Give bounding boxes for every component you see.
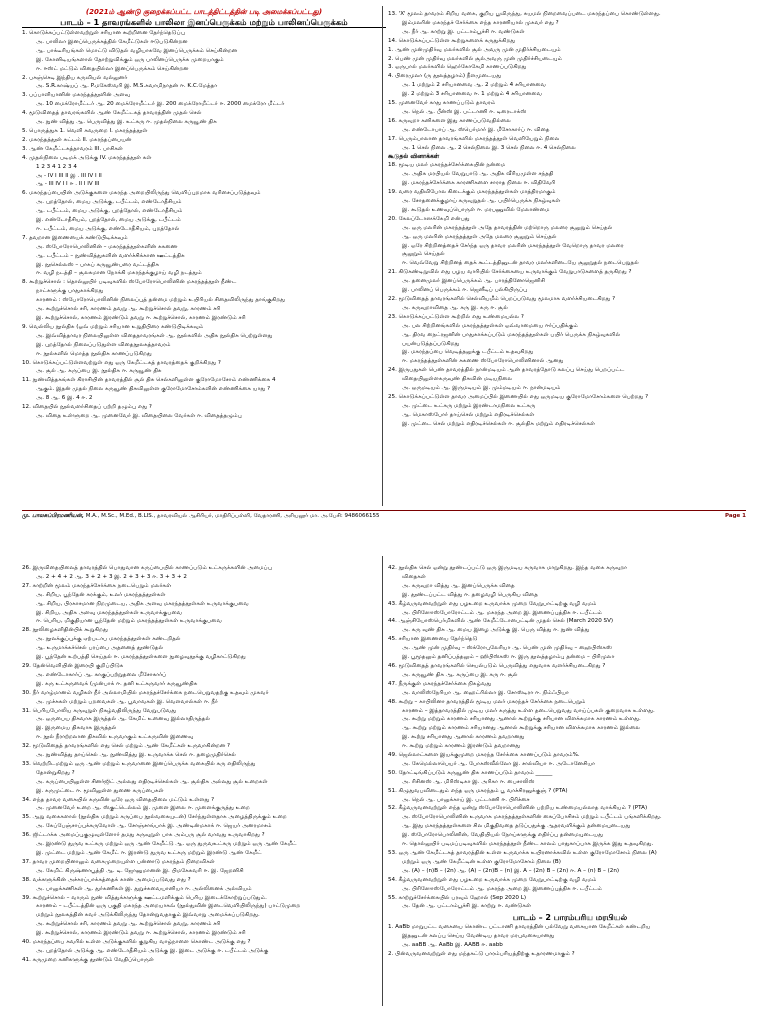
option-line: இ. கூற்றுச்சொல், காரணம் இரண்டும் தவறு ஈ. கூற்றுச்சொல், காரணம் இரண்டும் சரி — [36, 930, 246, 937]
option-line: அ. நுண்வித்து தாய்செல் ஆ. நுண்வித்து இ. உருவாக்க செல் ஈ. தழைமுதிர்செல் — [36, 752, 236, 759]
question-line: 31. பெரியபோலிய கருவுறுள் நிகழ்வதிலிருந்து வேறுபடுவது — [22, 707, 177, 714]
option-line: அ. இவ்வித்தாவர நிலையிலுள்ள விதைதாவரங்கள் ஆ. நூல்களில் அதிக நூல்திசு பெற்றுள்ளது — [36, 332, 273, 339]
question-line: 30. நீர் வாழ்மானம் வழிகள் நீர் அல்லாமியில் மகரந்தச்சேர்க்கை நடைபெறுவதற்கு உதவும் முகவர் — [22, 689, 269, 696]
option-line: அ. நூலக்குப்புக்கு ஏற்படாப மகரந்தத்தூள்கள் கண்டறிதல் — [36, 636, 181, 643]
option-line: தோன்றுகிறது ? — [36, 769, 75, 776]
option-line: இ. ஒரே சிற்றினத்தைச் சேர்ந்த ஒரு தாவர மலரின் மகரந்தத்தூள் வேறொரு தாவர மலரை — [402, 242, 624, 249]
option-line: ஈ. பெரிய, மிகுதியான பூந்தேன் மற்றும் மகரந்தத்தூள்கள் உருவாக்குபவை — [36, 618, 222, 625]
option-line: அ. ரிசினஸ் ஆ. மிரிஸ்டிகா இ. அரிகா ஈ. பைசாலிஸ் — [402, 778, 535, 785]
option-line: இ. பூமூதலும் தனிப்பத்தலும் – ஹிபிஸ்கஸ் ஈ. இரு தூலத்தழாம்பு தன்மை – பிரிமுலா — [402, 654, 615, 661]
option-line: இ. 2 மற்றும் 3 சரியானவை ஈ. 1 மற்றும் 4 சரியானவை — [402, 91, 542, 98]
option-line: ஈ. நூல் நீராற்றலான திசுவில் உருவாகும் உட்கருவின் இணைவு — [36, 734, 194, 741]
option-line: அ. சூல் ஆ. கருப்பை இ. நூல்திசு ஈ. கருவூண் திசு — [36, 368, 162, 375]
option-line: அ. தேன் ஆ. பட்டாம்பூச்சி இ. காற்று ஈ. வண்டுகள் — [402, 903, 532, 910]
option-line: ஈ. ஈஸ்ட் மட்டும் விதையில்லா இனப்பெருக்கம் செய்கின்றன — [36, 65, 189, 72]
question-line: 16. கருவுறா கனிகளை இது காணப்படுவதில்லை — [388, 117, 511, 124]
question-line: 24. இருபதுகள் பெண் தாவரத்தில் நான்மடியம் ஆன் தாவரத்தோடு கலப்பு செய்து பெறப்பட்ட — [388, 367, 625, 374]
document-page-1 — [14, 6, 754, 524]
option-line: இ. நூசெல்லஸ் – பாகப் கருவூண்பரை வட்டத்திசு — [36, 261, 160, 268]
option-line: ஆ. சிறிய, பிரகாசமான நிறமுடைய, அதிக அளவு மகரந்தத்தூள்கள் உருவாக்குபவை — [36, 600, 249, 607]
option-line: அ. எண்டோபாப் ஆ. ஸ்பெர்மார் இ. மீசோகார்ப் ஈ. விதை — [402, 126, 550, 133]
option-line: இம்மலரின் மகரந்தச் சேர்க்கை எந்த காரணியால் முகவர் எது ? — [402, 19, 559, 26]
option-line: ஆ. டபீட்டம், மைய அடுக்கு, புறத்தோல், எண்டோதீசியம் — [36, 208, 183, 215]
question-line: 1. கொடுக்கப்பட்டுள்ளவற்றுள் சரியான கூற்றினை தேர்ந்தெடுப்பு — [22, 30, 185, 36]
question-line: 2. பசுஞ்செடி இந்திய கருவியல் வல்லுனர் — [22, 74, 128, 81]
option-line: இ. முட்டை மற்றும் ஆண் கேமீட் ஈ. இரண்டு துருவ உட்கரு மற்றும் இரண்டு ஆண் கேமீட் — [36, 850, 262, 856]
option-line: அ. ஸ்போரோபொலினின் – மகரந்தத்தூள்களின் சுகணை — [36, 243, 178, 250]
option-line: அ. பிரிஸோஸ்போரோட்டம் ஆ. மகரந்த அறை இ. இணைப்புத்திசு ஈ. டபீட்டம் — [402, 609, 602, 616]
option-line: அ. தனைமுலர் இனப்பெருக்கம் ஆ. பாரத்தினோஜெனிசி — [402, 278, 546, 285]
question-line: 4. முதல்நிலை படிமக் அடுக்கு IV. மகரந்தத்தூள் கள் — [22, 154, 152, 161]
option-line: ஆ. உருமாக்கச்செல் பரப்பை அதனைத் தூண்டுதல் — [36, 645, 164, 652]
question-line: 4. மூடுவிதைத் தாவரங்களில் ஆண் கேமீட்டகத் தாவரத்தின் முதல் செல் — [22, 110, 202, 117]
option-line: அ. கேமெல்லாபெயர் ஆ. போகஸ்வீல்லோ இ. சால்வியா ஈ. அடோனேசியா — [402, 760, 596, 767]
option-line: அ. 1 மற்றும் 2 சரியானவை ஆ. 2 மற்றும் 4 சரியானவை — [402, 82, 546, 89]
option-line: அ. கூற்றுச்சொல் சரி, காரணம் தவறு ஆ. கூற்றுச்சொல் தவறு, காரணம் சரி — [36, 306, 221, 313]
option-line: அ. (A) – (n)B – (2n) ஆ. (A) – (2n)B – (n) இ. A – (2n) B – (2n) ஈ. A – (n) B – (2n) — [402, 867, 620, 874]
option-line: ஈ. வெவ்வேறு சிற்றினத் தைக் கூட்டத்தினுடன் தாவர மலர்களிடையே சூலுறுதல் நடைபெறுதல் — [402, 260, 639, 267]
option-line: ஆ. டபீட்டம் – நுண்வித்துகளின் வளர்ச்சிக்கான ஊட்டத்திசு — [36, 252, 185, 259]
option-line: அ. நெல் ஆ. பாலுக்காய் இ. பட்டாணி ஈ. பிரிச்சை — [402, 796, 530, 803]
column-divider — [382, 556, 383, 1006]
option-line: மற்றும் நூலகத்தின் சுவர் அடுக்கிலிருந்து தோன்றுவதாகும் இவ்வாறு அமைக்கப்படுகிறது. — [36, 912, 260, 919]
syllabus-banner: (2021ம் ஆண்டு குறைக்கப்பட்ட பாடத்திட்டத்தின் படி அமைக்கப்பட்டது) — [85, 8, 323, 16]
option-line: இ. முட்டை செல் மற்றும் எதிரடிச்செல்கள் ஈ. சூல்திசு மற்றும் எதிரடிச்செல்கள் — [402, 420, 596, 427]
option-line: ஈ. வழி நடத்தி – சூலகமான நோக்கி மகரந்தக்குழாய் வழி நடத்தும் — [36, 270, 202, 277]
option-line: இ. கூடுதல் உணவுப்பொருள் ஈ. மரபணுவில் மேலாண்மை — [402, 206, 550, 213]
page1-left-lines — [22, 29, 386, 421]
page1-left-column — [22, 8, 386, 421]
option-line: ஆ. மெகாஸ்போர் தாய்செல் மற்றும் எதிரடிச்செல்கள் — [402, 411, 535, 418]
option-line: இ. கரு உட்கருவைக் (முன்பாக் ஈ. தனி உட்கருவார் கருவூண்திசு — [36, 680, 198, 687]
column-divider — [382, 6, 383, 506]
document-page-2 — [14, 556, 754, 1024]
question-line: 36. ஜிட்டாக்க அமைப்புகுழுவுள்ளோர் தமது கருவுறுள் பாக அம்பரு சூல் வாவது உருவாகிறது ? — [22, 832, 265, 839]
question-line: 28. நூலிழைகளிதின்பிக் கூறுகிறது — [22, 627, 108, 634]
option-line: அ. ஒரு மலரின் மகரந்தத்தூள் அதே தாவரத்தின் மற்றொரு மலரை சூலுறும் செய்தல் — [402, 224, 613, 231]
question-line: 9. வெல்லிய நூல்திசு (ஓவ் மற்றும் சரியான உறுதிபிரை கண்டுபிடிக்கவும் — [22, 323, 204, 330]
question-line: 22. மூடுவிதைத் தாவரங்களில் செல்வியமீம் பெறப்படுவது மூலமாக வளர்ச்சியடைகிறது ? — [388, 296, 616, 302]
page2-left-column — [22, 564, 386, 965]
page-footer — [22, 510, 746, 522]
question-line: 40. மகரந்தப்பை சுவரில் உள்ள அடுக்குகளில் குறுகிய வாழ்நாளை கொண்ட அடுக்கு எது ? — [22, 939, 251, 946]
option-line: அ. பல சிற்றினங்களில் மகரந்தத்தூள்கள் ஒவ்வாமையை ஈர்ப்பதிக்கும் — [402, 322, 578, 329]
question-line: 15. முனைவேர் காது காணப்படும் தாவரம் — [388, 100, 496, 107]
option-line: அ. 2 + 4 + 2 ஆ. 3 + 2 + 3 இ. 2 + 3 + 3 ஈ. 3 + 3 + 2 — [36, 573, 187, 580]
question-line: 2. பின்வருவனவற்றுள் எது மந்தகட்டு பாரம்பரியத்திற்கு உதாரணமாகும் ? — [388, 951, 575, 958]
question-line: 21. கிடுகண்டிறுவில் எது பழய வாரியில் சேர்க்கையை உருவாக்கும் வேறுபாடுகளைத் தருகிறது ? — [388, 269, 632, 276]
option-line: அ. கருவுறா வித்து ஆ. இனப்பெருக்க விதை — [402, 582, 515, 589]
option-line: அ. பாலிலா இனப்பெருக்கத்தில் கேமீட்டுகள் ஈடுபடுகின்றன — [36, 38, 188, 45]
option-line: அ. அதிக மரபியல் வேறுபாடு ஆ. அதிக வீரியமுள்ள சந்ததி — [402, 171, 554, 178]
option-line: இ. எண்டோதீசியம், புறத்தோல், மைய அடுக்கு, டபீட்டம் — [36, 217, 181, 224]
option-line: அ. கருவுறாவிதை ஆ. கரு இ. கரு ஈ. சூல் — [402, 304, 508, 311]
question-line: 35. ஆறு வகைகளால் (நூல்திசு மற்றும் கருப்பை நூல்வகையுடன்) சேர்ந்துள்ளதாக அழைத்திருக்கும் உறை — [22, 814, 287, 821]
option-line: ஈ. டபீட்டம், மைய அடுக்கு, எண்டோதீசியம், புறத்தோல் — [36, 225, 180, 232]
option-line: அ. பிரிஸோஸ்போரோட்டம் ஆ. மகரந்த அறை இ. இணைப்புத்திசு ஈ. டபீட்டம் — [402, 885, 602, 892]
question-line: 3. ஆண் கேமீட்டகத்தாவரம் III. பாசிகள் — [22, 145, 123, 152]
question-line: 5. பொருத்துக 1. வெளி சுவருறை I. மகரந்தத்தூள் — [22, 127, 148, 134]
question-line: 54. கீழ்வருவனவற்றுள் எது பழஉறை உருவாக்க முறை வேறுபாட்டிற்கு வழி வமம் — [388, 876, 597, 883]
question-line: 11. நுண்வித்தகங்கள் கிராசியின் தாவரத்தில் சூல் திசு செல்களிலுள்ள குரோமோசோம் எண்ணிக்கை 4 — [22, 377, 276, 384]
option-line: அ. புறத்தோல் அடுக்கு ஆ. எண்டோதீசியம் அடுக்கு இ. இடை அடுக்கு ஈ. டபீட்டம் அடுக்கு — [36, 947, 269, 954]
question-line: 19. வரை வதிவிபோல கிடைக்கும் மகரந்தத்தூள்கள் மாத்திரமாகும் — [388, 189, 556, 196]
chapter-2-lines — [388, 923, 752, 959]
question-line: 32. மூடுவிதைத் தாவரங்களில் எது செல் மற்றும் ஆண் கேமீட்கள் உருவாகின்றன ? — [22, 743, 231, 750]
question-line: 12. விதையில் நூல்வளர்சிதைப் பற்றி தழும்பு எது ? — [22, 404, 152, 411]
option-line: அ - IV I III II இ . III IV I II — [36, 172, 102, 179]
question-line: 13. 'X' மூலம் தாவரம் சிறிய வகை, குறிய பூவிருந்து, சுயமல் நிறைவைப்படை மகரந்தப்பை கொண்டுள்ளது. — [388, 11, 661, 17]
option-line: ஆ. திரவ நைட்ரஜனின் பாதுகாக்கப்படும் மகரந்தத்தூள்கள் பயிர் பெருக்க நிகழ்வுகளில் — [402, 331, 621, 338]
question-line: 33. வெற்றிடமற்றும் ஒரு ஆண் மற்றும் உருவானை இனப்பெருக்க வகையில் கரு எதிலிருந்து — [22, 760, 256, 767]
option-line: அ. 8 ஆ. 6 இ. 4 ஈ. 2 — [36, 395, 93, 402]
option-line: அ. வாலிஸ்நேரியா ஆ. ஹைட்ரில்லா இ. சோஸ்டிரா ஈ. நிம்ஃபியா — [402, 689, 569, 696]
question-line: 48. கூற்று – காபிலினா தாவரத்தில் மூடிய மலர் மகரந்தச் சேர்க்கை நடைபெறும் — [388, 698, 586, 705]
option-line: அ. கருப்பையிலுள்ள சினர்ஜிட் அல்லது எதிரடிச்செல்கள் ஆ. சூல்திசு அல்லது சூல் உறைகள் — [36, 778, 268, 785]
option-line: இ. பூந்தேன் உற்பத்தி செய்தல் ஈ. மகரந்தத்தூள்களை நுழைவுதூக்கு வழிகாட்டுகிறது — [36, 654, 246, 661]
option-line: அ. கேப்பேஞ்சாப்புக்கருவோள் ஆ. சோஞ்சாங்பாக் இ. அண்டின்மகாக் ஈ. ஜெயர் அனரமாசம் — [36, 823, 272, 830]
option-line: இ. ஸ்போரோபொலினின், வேதியியல் நோய்களுக்கு எதிர்ப்பு தன்மையுடையது — [402, 832, 603, 839]
question-line: 49. ஜெல்லாட்களை இயக்குமுறை மகரந்த சேர்க்கை காணப்படும் தாவரம்%. — [388, 752, 580, 759]
question-line: 1. ஆண் முன்முதிர்வு மலர்களில் சூல் அவரு முன் முதிர்ச்சியடையும் — [388, 46, 561, 53]
option-line: அ. புறத்தோல், மைய அடுக்கு, டபீட்டம், எண்டோதீசியம் — [36, 199, 182, 206]
option-line: பயன்படுத்தப்படுகிறது — [402, 340, 460, 347]
option-line: அ. நுண் வித்து ஆ. பெருவித்து இ. உட்கரு ஈ. முதல்நிலை கருவூண் திசு — [36, 119, 217, 126]
option-line: அ. aaBB ஆ. AaBb இ. AABB ஈ. aabb — [402, 942, 503, 949]
question-line: 14. கொடுக்கப்பட்டுள்ள கூற்றுகளைக் கருதுக்கிறது — [388, 37, 516, 44]
option-line: அ. கூற்றுச்சொல் சரி, காரணம் தவறு ஆ. கூற்றுச்சொல் தவறு, காரணம் சரி — [36, 921, 221, 928]
option-line: இ. கூற்று சரியானது ஆனால் காரணம் தவறானது — [402, 734, 525, 741]
question-line: 20. கேலப்டோஸக்கேமி என்பது — [388, 215, 470, 222]
question-line: 3. ஒருபால் மலர்களில் ஹெர்கோகேமி காணப்படுகிறது — [388, 64, 527, 71]
option-line: அ. கருவூண் திசு ஆ. கருப்பை இ. கரு ஈ. சூல் — [402, 671, 518, 678]
option-line: 1 2 3 4 1 2 3 4 — [36, 163, 77, 170]
question-line: 47. நீருக்குள் மகரந்தச்சேர்க்கை நிகழ்வது — [388, 680, 492, 687]
page-number: Page 1 — [724, 513, 746, 519]
option-line: இ. மகரந்தச்சேர்க்கை காரணிகளை சாராத நிலை ஈ. விதிவேரி — [402, 180, 556, 187]
question-line: 53. ஒரு ஆண் கேமீட்டகத் தாவரத்தின் உள்ள உருவாக்க உயிரனாக்கவில் உள்ள குரோமோசோம் நிலை (A) — [388, 850, 657, 856]
option-line: ஆகும். இதன் முதல் நிலை கருவூண் திசுவிலுள்ள குரோமோசோம்களின் எண்ணிக்கை யாது ? — [36, 386, 271, 393]
question-line: 39. கூற்றுச்சொல் – வாரும் நுண் வித்துக்களுக்கு ஊட்டமளிக்கும் பெரிய இடைக்கோற்றுப்படுதும். — [22, 894, 267, 901]
option-line: அ. ஸ்போரோபொலினின் உருவாக மகரந்தத்தூள்களின் கைப்போசிசம் மற்றும் டபீட்டம் பங்களிக்கிறது. — [402, 814, 662, 821]
option-line: ஆ. இது மகரந்தத்தூள்களை சில மிகுதிவதை தடுப்பதுக்கு ஆதரவளிக்கும் தன்மையுடையது — [402, 823, 631, 830]
question-line: 38. வக்களுக்கின் அச்சுரப்பாக்கத்தைக் காண் அமைப்படுவது எது ? — [22, 876, 191, 883]
option-line: அ. கூற்று மற்றும் காரணம் சரியானது ஆனால் கூற்றுக்கு சரியான விளக்கமாக காரணம் உள்ளது. — [402, 716, 641, 723]
option-line: அ. இரண்டு துருவ உட்கரு மற்றும் ஒரு ஆண் கேமீட்டு ஆ. ஒரு துருவஉட்கரு மற்றும் ஒரு ஆண் கேமீட் — [36, 841, 297, 848]
option-line: அ. 10 மைக்ரோமீட்டர் ஆ. 20 மைக்ரோமீட்டர் இ. 200 மைக்ரோமீட்டர் ஈ. 2000 மைக்ரோ மீட்டர் — [36, 101, 285, 108]
option-line: அ. கேமிட் கிருஷ்ணாபூத்தி ஆ. டி. ஜோனுமானன் இ. பிமகேசுவரி ஈ. இ. ஜேறனிசி — [36, 867, 244, 874]
question-line: 34. எந்த தாவர வகையில் கருவின் ஒரே ஒரு விதையிலை மட்டும் உள்ளது ? — [22, 796, 215, 803]
question-line: 25. கொடுக்கப்பட்டுள்ள தாவர அமைப்பில் இணையில் எது ஒருமடிய குரோமோசோம்களை பெற்றது ? — [388, 393, 649, 400]
option-line: அ. முனைவேர் உறை ஆ. ஸ்குட்டெல்லம் இ. முளை இலை ஈ. முளைக்குருத்து உறை — [36, 805, 250, 812]
question-line: 3. பப்பாளியானின் மகரந்தத்தூளின் அளவு — [22, 92, 131, 99]
chapter-1-title: பாடம் – 1 தாவரங்களில் பாலிலா இனப்பெருக்கம் மற்றும் பாலினப்பெருக்கம் — [22, 17, 386, 28]
question-line: 7. தவறான இணையைக் கண்டுபிடிக்கவும் — [22, 234, 128, 241]
question-line: 45. சரியான இணையை தேர்ந்தெடு — [388, 636, 478, 643]
question-line: 2. மகரந்தத்தூள் சுட்டம் II. மகரந்தப்பையன் — [22, 136, 132, 143]
question-line: 42. நூல்திசு செல் ஒன்று தூண்டப்பட்டு ஒரு இருமடிய கருவாக மாறுகிறது. இந்த வகை கருவுறா — [388, 565, 628, 571]
section-heading: கூடுதல் வினாக்கள் — [388, 152, 440, 160]
option-line: அ. முட்டை உட்கரு மற்றும் இரண்டாமநிலை உட்கரு — [402, 402, 536, 409]
option-line: அ. கரு வுண் திசு ஆ. மைய இழை அடுக்கு இ. பெரு வித்து ஈ. நுண் வித்து — [402, 627, 590, 634]
question-line: 44. ஆஞ்சியோஸ்பெர்மிகளில் ஆண் கேமீட்டோபைட்டின் முதல் செல் (March 2020 SV) — [388, 618, 614, 625]
option-line: அ. ஆண் முன் முதிர்வு – ஸ்க்ரோபுலேரியா ஆ. பெண் முன் முதிர்வு – ஹைபிஸ்கஸ் — [402, 645, 612, 652]
option-line: இ. மகரந்தப்பை வெடித்தலுக்கு டபீட்டம் உதவுகிறது — [402, 349, 534, 356]
option-line: அ. விதை உள்ளுறை ஆ. முனைவேர் இ. விதையிலை வேர்கள் ஈ. விதைத்தழும்பு — [36, 412, 242, 419]
option-line: அ. 1 செல் நிலை ஆ. 2 செல்நிலை இ. 3 செல் நிலை ஈ. 4 செல்நிலை — [402, 144, 576, 151]
page1-right-column — [388, 10, 752, 429]
question-line: 17. பெரும்பாலான தாவரங்களில் மகரந்தத்தூள் வெளியேறும் நிலை — [388, 135, 560, 142]
option-line: இ. புறத்தோல் நிலைப்படுதுள்ள விதைநூலகத்தாவரம் — [36, 341, 171, 348]
option-line: ஈ. கூற்று மற்றும் காரணம் இரண்டும் தவறானது — [402, 743, 521, 750]
option-line: அ. சிறிய, பூந்தேன் சுரக்கும், உலர் மகரந்தத்தூள்கள் — [36, 591, 166, 598]
question-line: 29. தேன்வெளியின் இரையி குறிப்பிடுக — [22, 662, 124, 669]
question-line: 52. கீழ்வருவனவற்றுள் எந்த ஒன்று ஸ்போரோபொலினின் பற்றிய உண்மையல்லாத வாக்கியம் ? (PTA) — [388, 805, 648, 812]
question-line: 18. மூடிய மலர் மகரந்தச்சேர்க்கையின் நன்மை — [388, 162, 506, 169]
option-line: அ. சோதனைக்குழாய் கருவுறுதல் ஆ. பயிர்பெருக்க நிகழ்வுகள் — [402, 198, 561, 205]
question-line: 46. மூடுவிதைத் தாவரங்களில் செயல்படும் பெருவித்து எதுவாக வளர்ச்சியடைகிறது ? — [388, 662, 606, 669]
option-line: அ. எண்டோகார்ப் ஆ. காகுப்பற்றுதலை மீசோகார்ப் — [36, 671, 167, 678]
page2-right-column — [388, 564, 752, 959]
option-line: இ. பாலினப் பெருக்கம் ஈ. ஜெனீடிப் பல்கியிருப்பு — [402, 287, 528, 294]
option-line: அ. S.R.காஷ்யப் ஆ. P.மகேஸ்வரி இ. M.S.சுவாமிநாதன் ஈ. K.C.மேத்தா — [36, 83, 218, 90]
option-line: ஆ. கூற்று மற்றும் காரணம் சரியானது ஆனால் கூற்றுக்கு சரியான விளக்கமாக காரணம் இல்லை — [402, 725, 640, 732]
option-line: அ. முச்சுகள் மற்றும் பறவைகள் ஆ. பூவாவகள் இ. வௌவால்கள் ஈ. நீர் — [36, 698, 218, 705]
option-line: காரணம் : ஸ்போரோபொலினின் நிலைப்புத் தன்மை மற்றும் உயிரியல் சிதைவிலிருந்து தாங்குகிறது — [36, 297, 286, 304]
option-line: மற்றும் ஒரு ஆண் கேமீட்டின் உள்ள குரோமோசோம் நிலை (B) — [402, 858, 561, 865]
option-line: அ. நீர் ஆ. காற்று இ. பட்டாம்பூச்சி ஈ. வண்டுகள் — [402, 28, 525, 35]
author-details: M.A., M.Sc., M.Ed., B.LIS., தாவரவியல் ஆசிரியர், மாதிரிப்பள்ளி, வேதாரணி, அரியலூர் மா. அ.பேசி: 9486066155 — [85, 513, 380, 519]
question-line: 4. பிரைமுலா (ரு தூலத்தழாம்) நீளமுடையது — [388, 73, 502, 80]
question-line: 50. தோட்டிங்கிப்படும் கருவூண் திசு காணப்படும் தாவரம் ______ — [388, 769, 553, 776]
question-line: 51. கிழுதுவபவிடைதும் எந்த ஒரு மகரந்தம் பூ வாச்சிரனுக்குஞ் ? (PTA) — [388, 787, 568, 794]
question-line: 2. பெண் முன் முதிர்வு மலர்களில் சூல்அவரு முன் முதிர்ச்சியடையும் — [388, 55, 563, 62]
question-line: 37. தாவர முறையினாலும் வகைமுறையுள்ள பன்னாடு மகரந்தம் நிறைவிகள் — [22, 858, 215, 865]
question-line: 43. கீழ்வருவனவற்றுள் எது பழஉறை உருவாக்க முறை வேறுபாட்டிற்கு வழி வமம் — [388, 600, 597, 607]
option-line: நாட்களுக்கு பாதுகாக்கிறது — [36, 288, 104, 295]
question-line: 10. கொடுக்கப்பட்டுள்ளவற்றுள் எது ஒரு கேமீட்டகத் தாவரத்தைக் குறிக்கிறது ? — [22, 359, 221, 366]
question-line: 27. காற்றின் மூலம் மகரந்தச்சேர்க்கை நடைபெறும் மலர்கள் — [22, 582, 172, 589]
question-line: 26. இருவிதையிலைத் தாவரத்தில் பொதுவான கருப்பையில் காணப்படும் உட்கருக்களின் அமைப்பு — [22, 565, 272, 571]
option-line: விதையிலுள்ளகருவுண் திசுவின் மடியநிலை — [402, 376, 513, 383]
option-line: அ. பாலுக்கணிகள் ஆ. துர்கணிகள் இ. துறுச்சுவையானியா ஈ. அல்லினைக் அல்வியம் — [36, 885, 252, 892]
option-line: ஆ. ஒரு மலரின் மகரந்தத்தூள் அதே மலரை சூலுறும் செய்தல் — [402, 233, 557, 240]
option-line: ஈ. தொல்லுயிர் படிமப்படிவுகளில் மகரந்தத்தூள் நீண்ட காலம் பாதுகாப்பாக இருக்க இது உதவுகிறது. — [402, 841, 654, 848]
option-line: ஆ. பாக்டீரியங்கள் மொட்டு விடுதல் வழியாகவே இனப்பெருக்கம் செய்கின்றன — [36, 47, 238, 54]
option-line: இ. கருமுட்டை ஈ. மூவிலுள்ள துணை கருப்பைகள் — [36, 787, 164, 794]
page2-right-lines — [388, 564, 752, 911]
option-line: சூலுறும் செய்தல் — [402, 251, 445, 258]
question-line: 55. காற்றுச்சேர்க்கையில் பரவும் ஹோல் (Sep 2020 L) — [388, 894, 527, 901]
option-line: ஈ. மகரந்தத்தூள்களின் சுகணை ஸ்போரோபொலினினால் ஆனது — [402, 358, 564, 365]
option-line: ஈ. நூல்களில் மொத்த நூல்திசு காணப்படுகிறது — [36, 350, 152, 357]
option-line: விதைகள் — [402, 573, 426, 580]
question-line: 23. கொடுக்கப்பட்டுள்ள கூற்றில் எது உண்மையல்ல ? — [388, 313, 524, 320]
question-line: 6. மகரந்தப்பையின் அடுக்குகளை மகரந்த அறையிலிருந்து வெளிப்புறமாக வரிசைப்படுத்தவும் — [22, 190, 261, 197]
option-line: இ. தூண்டப்பட்ட வித்து ஈ. தழைவழி பெருகிய விதை — [402, 591, 538, 598]
question-line: 8. கூற்றுச்சொல் : தொல்லுயிர் படிவுகளில் ஸ்போரோபொலினின் மகரந்தத்தூள் நீண்ட — [22, 279, 237, 286]
option-line: இதனுடன் கலப்பு செய்ய வேண்டிய தாவர மரபுவகையானது — [402, 933, 555, 940]
option-line: இ. சிறிய, அதிக அளவு மகரந்தத்தூள்கள் உருவாக்குபவை — [36, 609, 183, 616]
author-name: மு. பாலசுப்பிரமணியன், — [22, 513, 84, 519]
question-line: 41. கருமுறை கனிகளுக்கு தூண்டும் வேதிப்பொருள் — [22, 956, 154, 963]
option-line: அ. ஒருபைய திசுவாக இருத்தல் ஆ. கேமிட் உனைவு இல்லாதிருத்தல் — [36, 716, 211, 723]
chapter-2-title: பாடம் – 2 பாரம்பரிய மரபியல் — [512, 913, 628, 923]
option-line: காரணம் – டபீட்டத்தின் ஒரு பகுதி மகரந்த அறையாகவ் (நூல்துவின் இடைவெளியிலிருந்து) பாட்டுமுறை — [36, 903, 301, 910]
option-line: அ. ஒருமடியம் ஆ. இருமடியம் இ. மும்மடியம் ஈ. நான்மடியம் — [402, 385, 561, 392]
option-line: இ. கோனிடியங்களால் தோற்றுவிக்கும் ஒரு பாலினப்பெருக்க முறையாகும் — [36, 56, 224, 63]
option-line: இ. இருமைய திசுவாக இருத்தல் — [36, 725, 117, 732]
option-line: காரணம் – இத்தாவரத்தில் முடிய மலர் கருத்து உள்ள தடைபெறுவது வாய்ப்பகள் குறைவாக உள்ளது. — [402, 707, 655, 714]
option-line: அ. நெல் ஆ. பீன்ஸ் இ. பட்டாணி ஈ. டிரைடாக்ஸ் — [402, 108, 527, 115]
option-line: ஆ - III IV I I ஈ . II I IV III — [36, 181, 100, 188]
question-line: 1. AaBb மாறுபட்ட வகையை கொண்ட பட்டாணி தாவரத்தின் பல்வேறு வகையான கேமீட்கள் கண்டறிய — [388, 924, 651, 931]
option-line: இ. கூற்றுச்சொல், காரணம் இரண்டும் தவறு ஈ. கூற்றுச்சொல், காரணம் இரண்டும் சரி — [36, 315, 246, 321]
